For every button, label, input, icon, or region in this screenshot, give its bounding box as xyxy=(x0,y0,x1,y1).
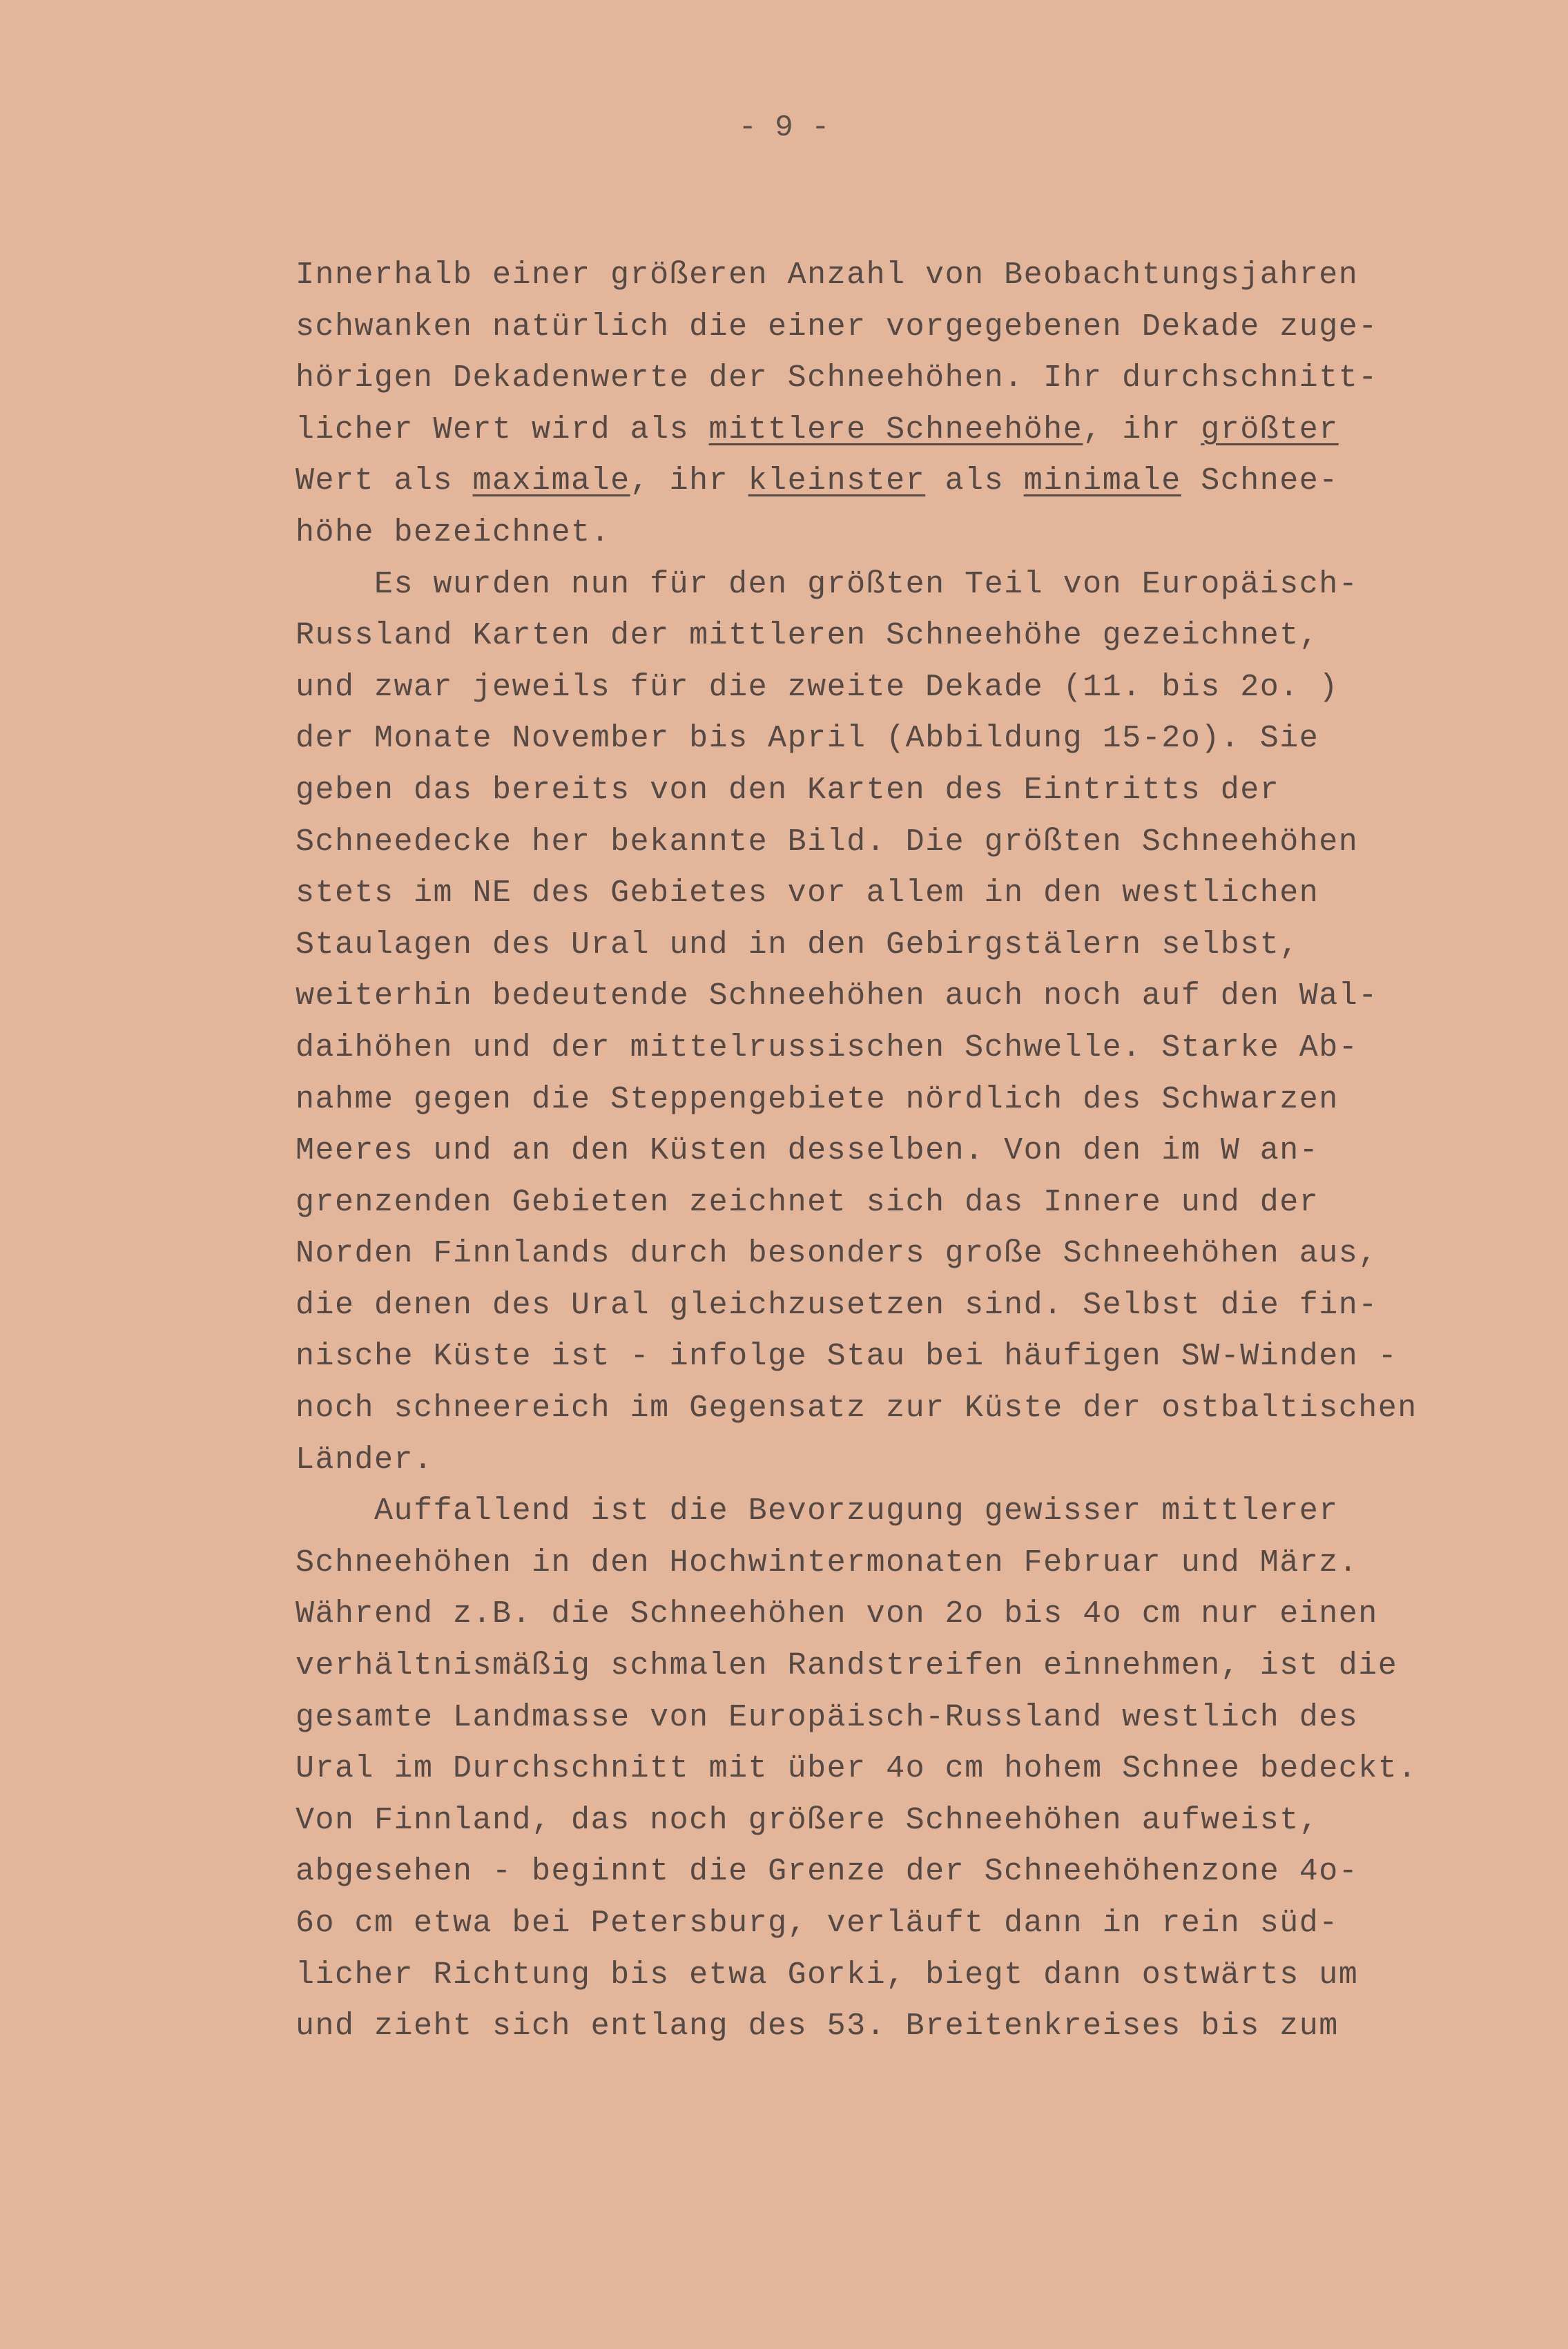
text-segment: nische Küste ist - infolge Stau bei häufigen SW-Winden - xyxy=(296,1339,1398,1375)
underlined-term: kleinster xyxy=(748,463,926,499)
text-line xyxy=(296,559,1538,611)
text-segment: Norden Finnlands durch besonders große Schneehöhen aus, xyxy=(296,1236,1378,1272)
text-segment: die denen des Ural gleichzusetzen sind. Selbst die fin- xyxy=(296,1287,1378,1323)
text-segment: geben das bereits von den Karten des Eintritts der xyxy=(296,772,1280,808)
text-line xyxy=(296,971,1538,1023)
text-segment: weiterhin bedeutende Schneehöhen auch noch auf den Wal- xyxy=(296,978,1378,1014)
text-segment: und zieht sich entlang des 53. Breitenkreises bis zum xyxy=(296,2009,1339,2044)
underlined-term: größter xyxy=(1201,412,1339,447)
text-line xyxy=(296,1023,1538,1074)
text-line xyxy=(296,1435,1538,1487)
text-segment: grenzenden Gebieten zeichnet sich das Innere und der xyxy=(296,1184,1319,1220)
text-segment: der Monate November bis April (Abbildung 15-2o). Sie xyxy=(296,721,1319,757)
text-segment: , ihr xyxy=(1083,412,1201,447)
text-line xyxy=(296,817,1538,869)
text-line xyxy=(296,765,1538,817)
text-segment: licher Richtung bis etwa Gorki, biegt dann ostwärts um xyxy=(296,1957,1359,1993)
text-line xyxy=(296,1228,1538,1280)
text-segment: licher Wert wird als xyxy=(296,412,709,447)
text-line xyxy=(296,1743,1538,1795)
text-segment: Von Finnland, das noch größere Schneehöhen aufweist, xyxy=(296,1802,1319,1838)
text-line xyxy=(296,1692,1538,1744)
text-segment: Es wurden nun für den größten Teil von Europäisch- xyxy=(296,566,1359,602)
text-line xyxy=(296,1125,1538,1177)
text-segment: stets im NE des Gebietes vor allem in den westlichen xyxy=(296,876,1319,911)
text-line xyxy=(296,610,1538,662)
text-segment: verhältnismäßig schmalen Randstreifen einnehmen, ist die xyxy=(296,1648,1398,1684)
text-line xyxy=(296,2001,1538,2053)
text-segment: Schnee- xyxy=(1181,463,1339,499)
text-segment: als xyxy=(925,463,1024,499)
text-line xyxy=(296,1538,1538,1589)
underlined-term: mittlere Schneehöhe xyxy=(708,412,1083,447)
text-segment: Länder. xyxy=(296,1442,434,1478)
text-segment: schwanken natürlich die einer vorgegebenen Dekade zuge- xyxy=(296,309,1378,345)
text-line xyxy=(296,1795,1538,1847)
text-segment: hörigen Dekadenwerte der Schneehöhen. Ihr durchschnitt- xyxy=(296,360,1378,396)
text-segment: , ihr xyxy=(630,463,748,499)
text-segment: Meeres und an den Küsten desselben. Von den im W an- xyxy=(296,1133,1319,1169)
text-segment: Während z.B. die Schneehöhen von 2o bis 4o cm nur einen xyxy=(296,1596,1378,1632)
text-segment: daihöhen und der mittelrussischen Schwelle. Starke Ab- xyxy=(296,1030,1359,1065)
text-segment: Wert als xyxy=(296,463,473,499)
text-line xyxy=(296,302,1538,354)
text-line xyxy=(296,456,1538,508)
text-segment: noch schneereich im Gegensatz zur Küste der ostbaltischen xyxy=(296,1391,1417,1427)
text-line xyxy=(296,1177,1538,1229)
text-segment: Russland Karten der mittleren Schneehöhe gezeichnet, xyxy=(296,618,1319,654)
text-line xyxy=(296,713,1538,765)
page-number: - 9 - xyxy=(738,110,830,145)
text-line xyxy=(296,920,1538,972)
text-segment: Auffallend ist die Bevorzugung gewisser mittlerer xyxy=(296,1494,1339,1529)
underlined-term: minimale xyxy=(1023,463,1181,499)
text-segment: 6o cm etwa bei Petersburg, verläuft dann in rein süd- xyxy=(296,1906,1339,1941)
text-segment: Ural im Durchschnitt mit über 4o cm hohem Schnee bedeckt. xyxy=(296,1751,1417,1787)
text-line xyxy=(296,1641,1538,1692)
text-line xyxy=(296,353,1538,405)
text-segment: Innerhalb einer größeren Anzahl von Beobachtungsjahren xyxy=(296,258,1359,293)
text-line xyxy=(296,1950,1538,2002)
text-segment: gesamte Landmasse von Europäisch-Russland westlich des xyxy=(296,1699,1359,1735)
text-line xyxy=(296,1383,1538,1435)
text-line xyxy=(296,250,1538,302)
text-line xyxy=(296,868,1538,920)
text-line xyxy=(296,1589,1538,1641)
text-segment: höhe bezeichnet. xyxy=(296,514,611,550)
text-line xyxy=(296,662,1538,714)
text-segment: Schneedecke her bekannte Bild. Die größten Schneehöhen xyxy=(296,824,1359,860)
text-line xyxy=(296,1898,1538,1950)
text-line xyxy=(296,1074,1538,1126)
text-segment: und zwar jeweils für die zweite Dekade (11. bis 2o. ) xyxy=(296,669,1339,705)
text-line xyxy=(296,1280,1538,1332)
text-segment: abgesehen - beginnt die Grenze der Schneehöhenzone 4o- xyxy=(296,1854,1359,1890)
text-line xyxy=(296,1486,1538,1538)
text-line xyxy=(296,508,1538,559)
text-line xyxy=(296,405,1538,456)
text-line xyxy=(296,1331,1538,1383)
text-segment: Schneehöhen in den Hochwintermonaten Februar und März. xyxy=(296,1545,1359,1580)
body-text xyxy=(296,250,1538,2053)
text-segment: Staulagen des Ural und in den Gebirgstälern selbst, xyxy=(296,927,1299,963)
underlined-term: maximale xyxy=(472,463,630,499)
text-segment: nahme gegen die Steppengebiete nördlich des Schwarzen xyxy=(296,1081,1339,1117)
text-line xyxy=(296,1846,1538,1898)
